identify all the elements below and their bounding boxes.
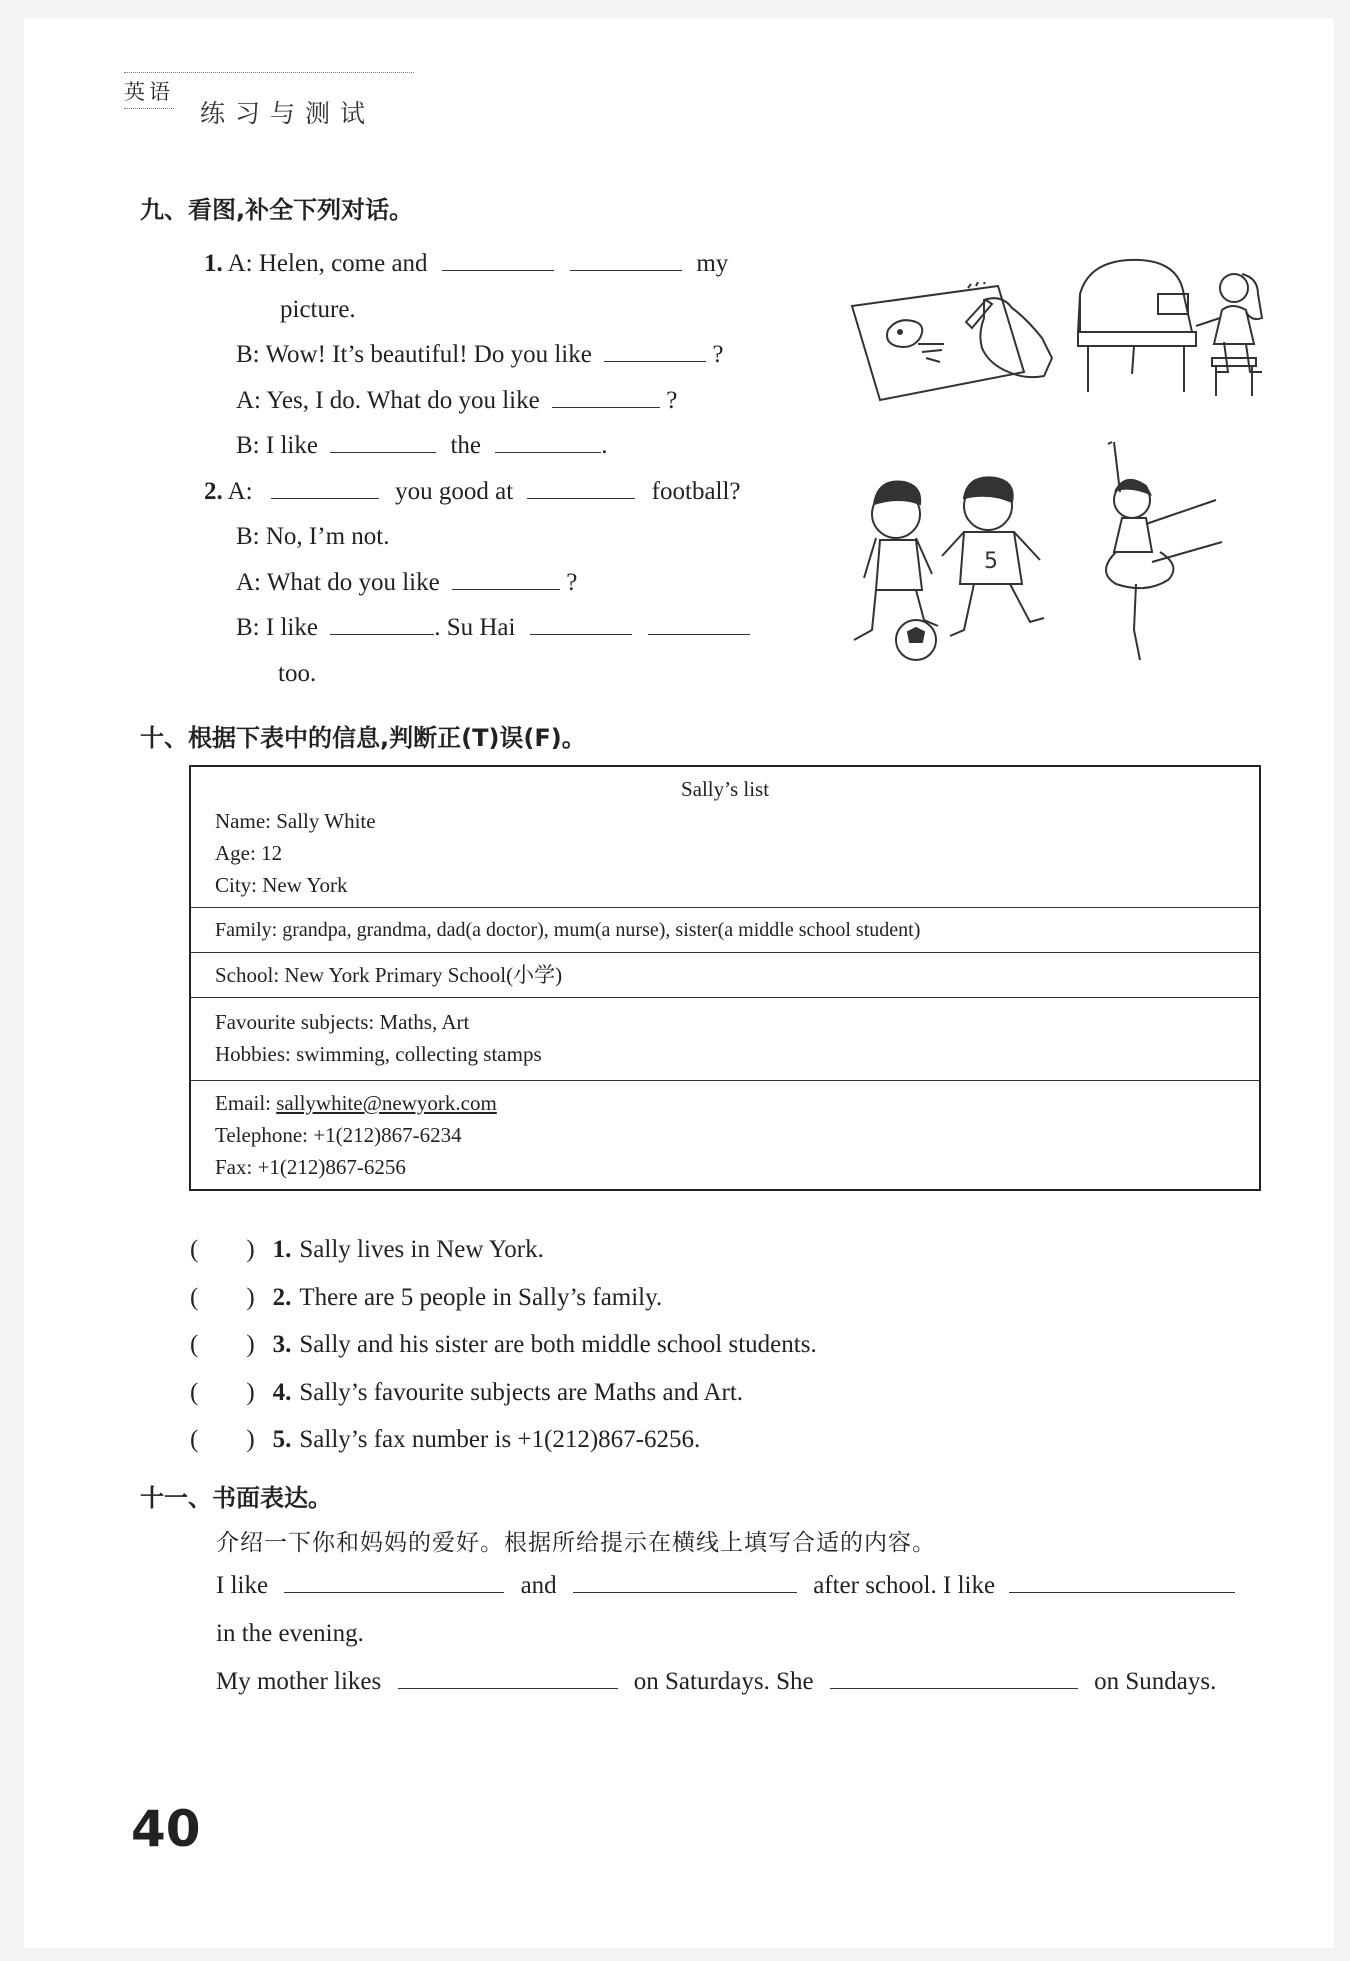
q2-text: you good at [395, 478, 514, 505]
piano-girl-illustration [1074, 254, 1270, 402]
table-subjects: Favourite subjects: Maths, Art [215, 1010, 470, 1034]
writing-text: after school. I like [813, 1572, 996, 1599]
answer-blank[interactable] [527, 478, 635, 499]
answer-blank[interactable] [648, 614, 750, 635]
answer-paren-close[interactable]: ) [246, 1378, 255, 1406]
answer-paren-close[interactable]: ) [246, 1331, 255, 1358]
sally-list-table [189, 765, 1261, 1191]
table-hobbies: Hobbies: swimming, collecting stamps [215, 1042, 542, 1066]
writing-blank[interactable] [573, 1572, 797, 1593]
answer-paren-open[interactable]: ( [190, 1283, 199, 1311]
q1-number: 1. [204, 250, 223, 277]
writing-text: on Saturdays. She [633, 1668, 814, 1695]
writing-text: I like [216, 1572, 269, 1599]
table-row [190, 766, 1260, 908]
q2-text: What do you like [266, 569, 440, 596]
tf-statement [190, 1236, 544, 1264]
answer-blank[interactable] [604, 341, 706, 362]
q2-line5: too. [278, 660, 317, 687]
writing-line3 [216, 1668, 1216, 1696]
q1-text: Wow! It’s beautiful! Do you like [265, 341, 592, 368]
answer-blank[interactable] [330, 432, 436, 453]
q2-text: I like [265, 614, 318, 641]
answer-paren-open[interactable]: ( [190, 1236, 199, 1263]
table-age: Age: 12 [215, 841, 283, 865]
answer-blank[interactable] [495, 432, 601, 453]
table-cell-hobbies [190, 998, 1260, 1081]
speaker: A: [227, 250, 253, 277]
q1-text: . [601, 432, 608, 459]
q1-text: the [450, 432, 481, 459]
statement-text: Sally and his sister are both middle school students. [299, 1331, 817, 1358]
writing-text: and [520, 1572, 557, 1599]
jersey-number: 5 [984, 549, 998, 574]
speaker: B: [236, 614, 260, 641]
section9-heading: 九、看图,补全下列对话。 [140, 196, 414, 224]
q1-text: Yes, I do. What do you like [266, 387, 540, 414]
writing-text: My mother likes [216, 1668, 382, 1695]
q2-text: ? [566, 569, 578, 596]
table-family: Family: grandpa, grandma, dad(a doctor), mum(a nurse), sister(a middle school student) [190, 908, 1260, 953]
answer-paren-open[interactable]: ( [190, 1331, 199, 1358]
q2-text: . Su Hai [434, 614, 516, 641]
table-cell-contact [190, 1081, 1260, 1191]
writing-blank[interactable] [398, 1668, 618, 1689]
ballet-girl-illustration [1086, 438, 1232, 664]
answer-paren-close[interactable]: ) [246, 1236, 255, 1263]
section10-heading: 十、根据下表中的信息,判断正(T)误(F)。 [140, 724, 586, 752]
speaker: A: [227, 478, 253, 505]
email-link[interactable]: sallywhite@newyork.com [276, 1091, 497, 1115]
statement-text: Sally lives in New York. [299, 1236, 544, 1263]
section11-instruction: 介绍一下你和妈妈的爱好。根据所给提示在横线上填写合适的内容。 [216, 1530, 936, 1556]
statement-text: Sally’s fax number is +1(212)867-6256. [299, 1426, 701, 1453]
writing-line1 [216, 1572, 1235, 1600]
q2-line4 [236, 614, 750, 642]
table-school: School: New York Primary School(小学) [190, 953, 1260, 998]
email-label: Email: [215, 1091, 271, 1115]
speaker: A: [236, 569, 261, 596]
table-row [190, 953, 1260, 998]
table-row [190, 1081, 1260, 1191]
drawing-picture-illustration [848, 282, 1054, 402]
speaker: B: [236, 341, 260, 368]
statement-text: Sally’s favourite subjects are Maths and Art. [299, 1378, 744, 1406]
writing-blank[interactable] [830, 1668, 1078, 1689]
answer-paren-open[interactable]: ( [190, 1426, 199, 1453]
q1-line2: picture. [280, 296, 356, 323]
answer-blank[interactable] [330, 614, 434, 635]
q2-line3 [236, 569, 577, 597]
table-city: City: New York [215, 873, 348, 897]
answer-blank[interactable] [442, 250, 554, 271]
table-telephone: Telephone: +1(212)867-6234 [215, 1123, 462, 1147]
q2-text: football? [651, 478, 741, 505]
statement-number: 5. [272, 1426, 292, 1453]
q1-text: Helen, come and [258, 250, 428, 277]
answer-paren-close[interactable]: ) [246, 1283, 255, 1311]
statement-number: 4. [272, 1378, 292, 1406]
football-boy-jersey-illustration [934, 472, 1064, 642]
q2-text: No, I’m not. [265, 523, 390, 550]
answer-blank[interactable] [452, 569, 560, 590]
tf-statement [190, 1331, 817, 1359]
speaker: B: [236, 523, 260, 550]
table-cell-basic [190, 766, 1260, 908]
header-subject: 英语 [124, 76, 174, 109]
writing-blank[interactable] [1009, 1572, 1235, 1593]
statement-number: 2. [272, 1283, 292, 1311]
q1-text: ? [712, 341, 724, 368]
statement-number: 3. [272, 1331, 292, 1358]
table-row [190, 998, 1260, 1081]
section11-heading: 十一、书面表达。 [140, 1484, 332, 1512]
tf-statement [190, 1426, 700, 1454]
table-title: Sally’s list [680, 777, 770, 801]
speaker: A: [236, 387, 261, 414]
table-email-line [215, 1087, 1235, 1119]
writing-text: on Sundays. [1094, 1668, 1217, 1695]
page-number: 40 [131, 1800, 201, 1858]
q1-line1 [204, 250, 728, 278]
q2-line2 [236, 523, 389, 551]
answer-paren-open[interactable]: ( [190, 1378, 199, 1406]
q2-number: 2. [204, 478, 223, 505]
tf-statement [190, 1284, 662, 1312]
table-fax: Fax: +1(212)867-6256 [215, 1155, 406, 1179]
writing-blank[interactable] [284, 1572, 504, 1593]
answer-paren-close[interactable]: ) [246, 1426, 255, 1453]
speaker: B: [236, 432, 260, 459]
header-title: 练习与测试 [200, 99, 376, 128]
answer-blank[interactable] [271, 478, 379, 499]
q1-text: ? [666, 387, 678, 414]
q1-line3 [236, 341, 723, 369]
writing-line2: in the evening. [216, 1620, 364, 1647]
q1-text: I like [265, 432, 318, 459]
statement-text: There are 5 people in Sally’s family. [299, 1283, 663, 1311]
statement-number: 1. [272, 1236, 292, 1263]
q1-line5 [236, 432, 608, 460]
table-row [190, 908, 1260, 953]
q1-text: my [696, 250, 729, 277]
answer-blank[interactable] [552, 387, 660, 408]
answer-blank[interactable] [570, 250, 682, 271]
tf-statement [190, 1379, 743, 1407]
q1-line4 [236, 387, 677, 415]
table-name: Name: Sally White [215, 809, 376, 833]
answer-blank[interactable] [530, 614, 632, 635]
q2-line1 [204, 478, 741, 506]
